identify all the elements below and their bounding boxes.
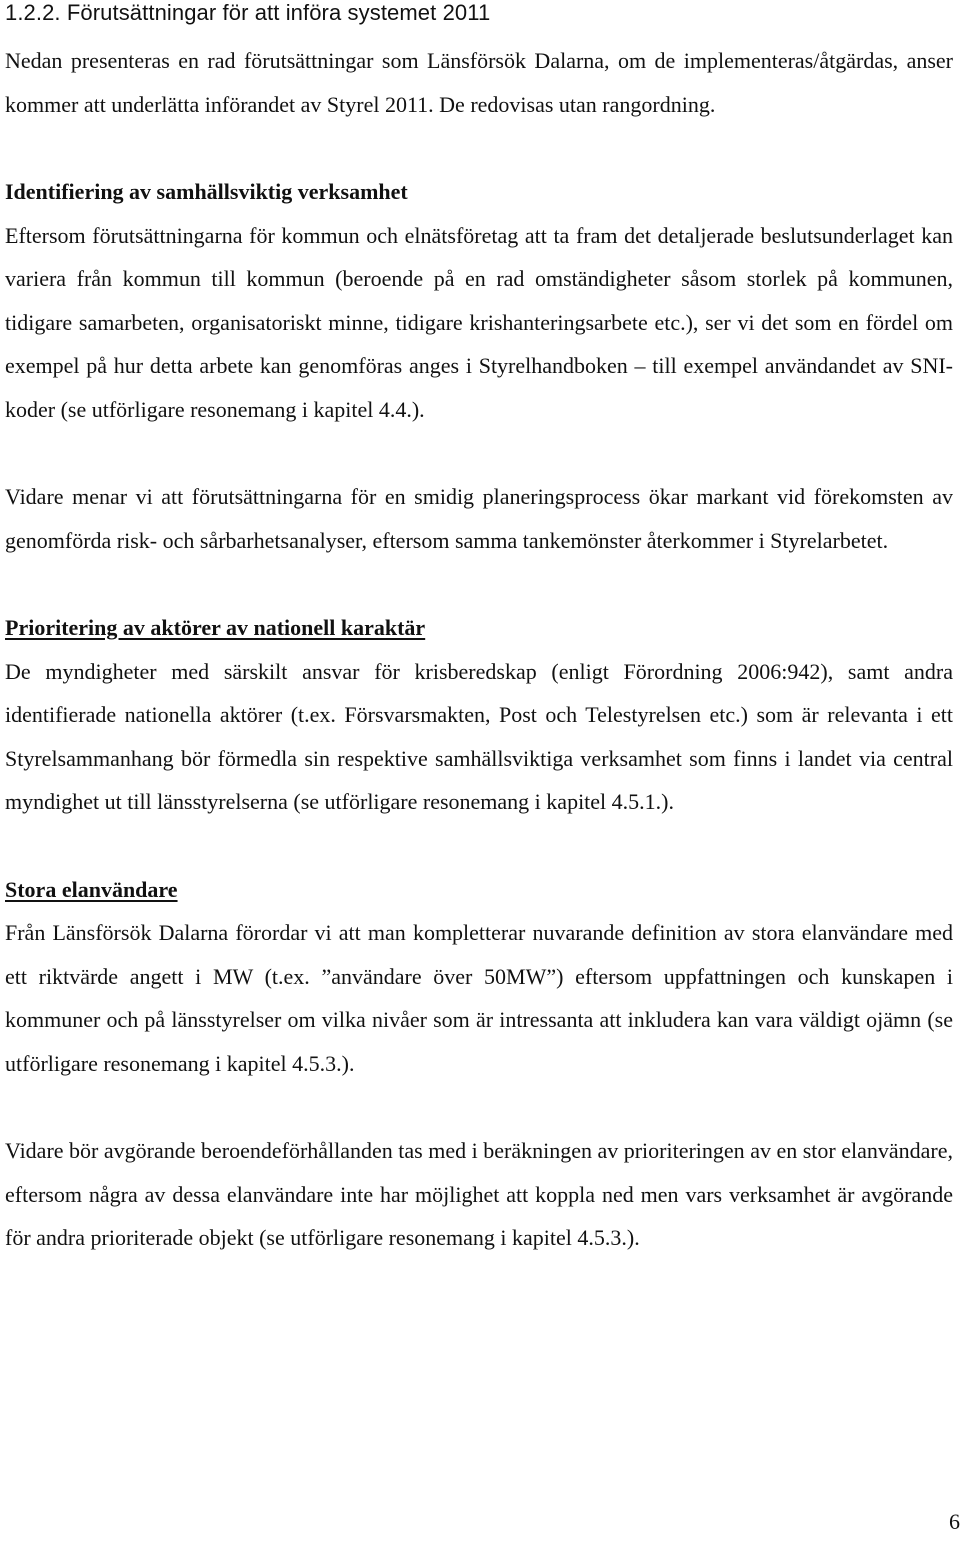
block-paragraph: Eftersom förutsättningarna för kommun och elnätsföretag att ta fram det detaljerade beslutsunderlaget kan variera från kommun till kommun (beroende på en rad omständigheter såsom storlek på kommunen, tidigare samarbeten, organisatoriskt minne, tidigare krishanteringsarbete etc.), ser vi det som en fördel om exempel på hur detta arbete kan genomföras anges i Styrelhandboken – till exempel användandet av SNI-koder (se utförligare resonemang i kapitel 4.4.).: [5, 222, 953, 422]
spacer: [5, 562, 953, 606]
block-paragraph: De myndigheter med särskilt ansvar för krisberedskap (enligt Förordning 2006:942), samt andra identifierade nationella aktörer (t.ex. Försvarsmakten, Post och Telestyrelsen etc.) som är relevanta i ett Styrelsammanhang bör förmedla sin respektive samhällsviktiga verksamhet som finns i landet via central myndighet ut till länsstyrelserna (se utförligare resonemang i kapitel 4.5.1.).: [5, 658, 953, 814]
block-prioritering: [5, 606, 953, 824]
spacer: [5, 431, 953, 475]
spacer: [5, 1085, 953, 1129]
block-paragraph: Vidare menar vi att förutsättningarna för en smidig planeringsprocess ökar markant vid förekomsten av genomförda risk- och sårbarhetsanalyser, eftersom samma tankemönster återkommer i Styrelarbetet.: [5, 484, 953, 553]
block-paragraph: Vidare bör avgörande beroendeförhållanden tas med i beräkningen av prioriteringen av en stor elanvändare, eftersom några av dessa elanvändare inte har möjlighet att koppla ned men vars verksamhet är avgörande för andra prioriterade objekt (se utförligare resonemang i kapitel 4.5.3.).: [5, 1138, 953, 1250]
spacer: [5, 824, 953, 868]
block-identifiering: [5, 170, 953, 562]
spacer: [5, 126, 953, 170]
block-title: Stora elanvändare: [5, 876, 178, 902]
document-page: [5, 0, 953, 1260]
block-stora-elanvandare: [5, 868, 953, 1260]
block-paragraph: Från Länsförsök Dalarna förordar vi att man kompletterar nuvarande definition av stora elanvändare med ett riktvärde angett i MW (t.ex. ”användare över 50MW”) eftersom uppfattningen och kunskapen i kommuner och på länsstyrelser om vilka nivåer som är intressanta att inkludera kan vara väldigt ojämn (se utförligare resonemang i kapitel 4.5.3.).: [5, 920, 953, 1076]
block-title: Prioritering av aktörer av nationell karaktär: [5, 615, 426, 640]
block-title: Identifiering av samhällsviktig verksamhet: [5, 179, 408, 204]
intro-paragraph: Nedan presenteras en rad förutsättningar som Länsförsök Dalarna, om de implementeras/åtgärdas, anser kommer att underlätta införandet av Styrel 2011. De redovisas utan rangordning.: [5, 48, 953, 117]
section-heading: 1.2.2. Förutsättningar för att införa systemet 2011: [5, 0, 491, 25]
page-number: 6: [949, 1509, 960, 1534]
